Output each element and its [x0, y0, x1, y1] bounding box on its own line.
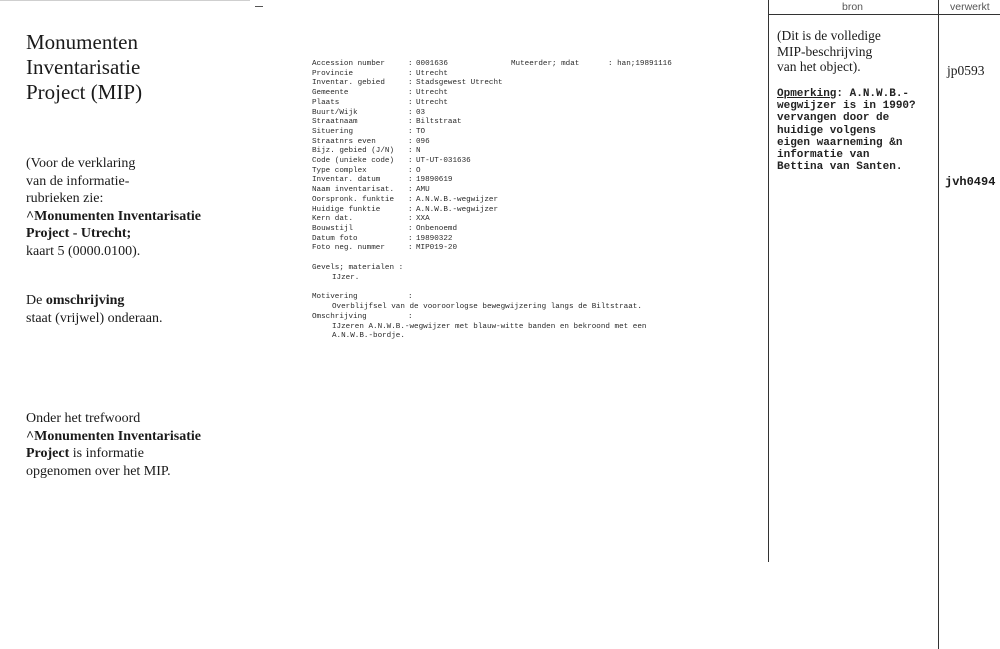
- keyword-note: [26, 410, 256, 480]
- field-value: A.N.W.B.-wegwijzer: [416, 205, 499, 214]
- record-row: Oorspronk. funktie : A.N.W.B.-wegwijzer: [312, 195, 499, 204]
- remark-typed: [777, 88, 942, 173]
- source-line2: MIP-beschrijving: [777, 43, 873, 59]
- source-line1: (Dit is de volledige: [777, 28, 881, 43]
- field-value: 03: [416, 108, 426, 117]
- field-value: 096: [416, 137, 430, 146]
- remark-label: Opmerking: [777, 88, 837, 100]
- record-row: Kern dat. : XXA: [312, 215, 430, 224]
- field-value: O: [416, 166, 421, 175]
- field-value: 0001636: [416, 60, 448, 68]
- record-row: Straatnaam : Biltstraat: [312, 118, 462, 127]
- note3-line4: opgenomen over het MIP.: [26, 463, 171, 479]
- top-dash-mark: [255, 6, 263, 7]
- gevels-value: IJzer.: [332, 273, 360, 282]
- note3-post: is informatie: [69, 446, 144, 461]
- record-row: Code (unieke code) : UT-UT-031636: [312, 157, 471, 166]
- field-value: 19890322: [416, 234, 453, 243]
- motivering-text: Overblijfsel van de vooroorlogse bewegwijzering langs de Biltstraat.: [332, 303, 642, 312]
- note1-line2: van de informatie-: [26, 173, 130, 189]
- record-row: Provincie : Utrecht: [312, 69, 448, 78]
- field-value: 19890619: [416, 176, 453, 185]
- record-row: Accession number : 0001636 Muteerder; mdat : han;19891116: [312, 60, 672, 68]
- record-row: Plaats : Utrecht: [312, 98, 448, 107]
- record-row: Foto neg. nummer : MIP019-20: [312, 244, 458, 253]
- field-label: Inventar. datum: [312, 176, 381, 185]
- title-line-2: Inventarisatie: [26, 55, 141, 79]
- record-row: Gemeente : Utrecht: [312, 89, 448, 98]
- note1-bold1: ^Monumenten Inventarisatie: [26, 208, 201, 224]
- mutator-value: : han;19891116: [608, 60, 672, 68]
- field-value: Utrecht: [416, 89, 448, 98]
- remark-line1: : A.N.W.B.-: [836, 88, 910, 100]
- field-label: Gemeente: [312, 89, 349, 98]
- remark-line3: vervangen door de: [777, 112, 890, 125]
- source-line3: van het object).: [777, 59, 861, 74]
- field-label: Type complex: [312, 166, 367, 175]
- note2-pre: De: [26, 293, 46, 308]
- field-value: N: [416, 147, 421, 156]
- field-label: Buurt/Wijk: [312, 108, 358, 117]
- field-value: A.N.W.B.-wegwijzer: [416, 195, 499, 204]
- field-label: Datum foto: [312, 234, 358, 243]
- field-label: Accession number: [312, 60, 385, 68]
- note1-line4: kaart 5 (0000.0100).: [26, 243, 141, 259]
- remark-line5: eigen waarneming &n: [777, 136, 903, 149]
- note1-line3: rubrieken zie:: [26, 191, 104, 206]
- field-value: MIP019-20: [416, 244, 458, 253]
- record-row: Buurt/Wijk : 03: [312, 108, 426, 117]
- field-label: Huidige funktie: [312, 205, 381, 214]
- field-value: Onbenoemd: [416, 224, 458, 233]
- field-label: Bouwstijl: [312, 224, 354, 233]
- record-row: Bouwstijl : Onbenoemd: [312, 224, 458, 233]
- record-row: Datum foto : 19890322: [312, 234, 453, 243]
- field-label: Straatnrs even: [312, 137, 376, 146]
- field-label: Code (unieke code): [312, 157, 395, 166]
- record-row: Inventar. datum : 19890619: [312, 176, 453, 185]
- gevels-label: Gevels; materialen :: [312, 264, 404, 273]
- field-label: Situering: [312, 127, 354, 136]
- note1-line1: (Voor de verklaring: [26, 156, 136, 171]
- record-row: Naam inventarisat. : AMU: [312, 186, 430, 195]
- field-value: Stadsgewest Utrecht: [416, 79, 503, 88]
- note3-bold1: ^Monumenten Inventarisatie: [26, 428, 201, 444]
- mutator-label: Muteerder; mdat: [511, 60, 580, 68]
- note1-bold2: Project - Utrecht;: [26, 226, 132, 241]
- field-label: Provincie: [312, 69, 354, 78]
- source-note: [777, 28, 937, 75]
- field-label: Plaats: [312, 98, 340, 107]
- field-label: Foto neg. nummer: [312, 244, 385, 253]
- field-label: Inventar. gebied: [312, 79, 385, 88]
- field-label: Straatnaam: [312, 118, 358, 127]
- title-line-1: Monumenten: [26, 30, 138, 54]
- motivering-label: Motivering: [312, 293, 358, 302]
- field-value: XXA: [416, 215, 430, 224]
- note3-line1: Onder het trefwoord: [26, 411, 141, 426]
- omschrijving-label: Omschrijving: [312, 312, 367, 321]
- record-row: Straatnrs even : 096: [312, 137, 430, 146]
- remark-line7: Bettina van Santen.: [777, 161, 903, 174]
- field-value: Biltstraat: [416, 118, 462, 127]
- record-row: Type complex : O: [312, 166, 421, 175]
- description-note: [26, 292, 256, 327]
- record-row: Huidige funktie : A.N.W.B.-wegwijzer: [312, 205, 499, 214]
- remark-line6: informatie van: [777, 149, 870, 162]
- field-label: Naam inventarisat.: [312, 186, 395, 195]
- inventory-record: Accession number : 0001636 Muteerder; mdat : han;19891116 Provincie : Utrecht Inventar. gebied : Stadsgewest Utrecht Gemeente : Utrecht Plaats : Utrecht Buurt/Wijk : 03 Straatnaam : Biltstraat Situering : TO Straatnrs even : 096 Bijz. gebied (J/N) : N Code (unieke code) : UT-UT-031636 Type complex : O Inventar. datum : 19890619 Naam inventarisat. : AMU Oorspronk. funktie : A.N.W.B.-wegwijzer Huidige funktie : A.N.W.B.-wegwijzer Kern dat. : XXA Bouwstijl : Onbenoemd Datum foto : 19890322 Foto neg. nummer : MIP019-20 Gevels; materialen : IJzer. Motivering : Overblijfsel van de vooroorlogse bewegwijzering langs de Biltstraat. Omschrijving : IJzeren A.N.W.B.-wegwijzer met blauw-witte banden en bekroond met een A.N.W.B.-bordje.: [312, 60, 762, 342]
- record-row: Inventar. gebied : Stadsgewest Utrecht: [312, 79, 503, 88]
- note2-line2: staat (vrijwel) onderaan.: [26, 310, 163, 326]
- field-value: AMU: [416, 186, 430, 195]
- field-label: Bijz. gebied (J/N): [312, 147, 395, 156]
- column-header-verwerkt: verwerkt: [950, 1, 990, 13]
- remark-line2: wegwijzer is in 1990?: [777, 100, 916, 113]
- field-label: Oorspronk. funktie: [312, 195, 395, 204]
- explanation-note: [26, 155, 256, 260]
- processed-code-2: jvh0494: [945, 175, 996, 189]
- field-value: TO: [416, 127, 426, 136]
- title-line-3: Project (MIP): [26, 80, 143, 104]
- field-value: Utrecht: [416, 69, 448, 78]
- field-label: Kern dat.: [312, 215, 354, 224]
- note3-bold2: Project: [26, 446, 70, 461]
- omschrijving-line2: A.N.W.B.-bordje.: [332, 332, 405, 341]
- column-header-bron: bron: [842, 1, 864, 13]
- column-divider-left: [768, 0, 769, 562]
- top-edge-line: [0, 0, 250, 1]
- note2-bold: omschrijving: [45, 293, 125, 308]
- processed-code-1: jp0593: [947, 63, 985, 78]
- record-row: Bijz. gebied (J/N) : N: [312, 147, 421, 156]
- field-value: Utrecht: [416, 98, 448, 107]
- remark-line4: huidige volgens: [777, 124, 877, 137]
- header-rule: [768, 14, 1000, 15]
- field-value: UT-UT-031636: [416, 157, 471, 166]
- omschrijving-line1: IJzeren A.N.W.B.-wegwijzer met blauw-witte banden en bekroond met een: [332, 322, 647, 331]
- record-row: Situering : TO: [312, 127, 426, 136]
- page-title: [26, 30, 256, 105]
